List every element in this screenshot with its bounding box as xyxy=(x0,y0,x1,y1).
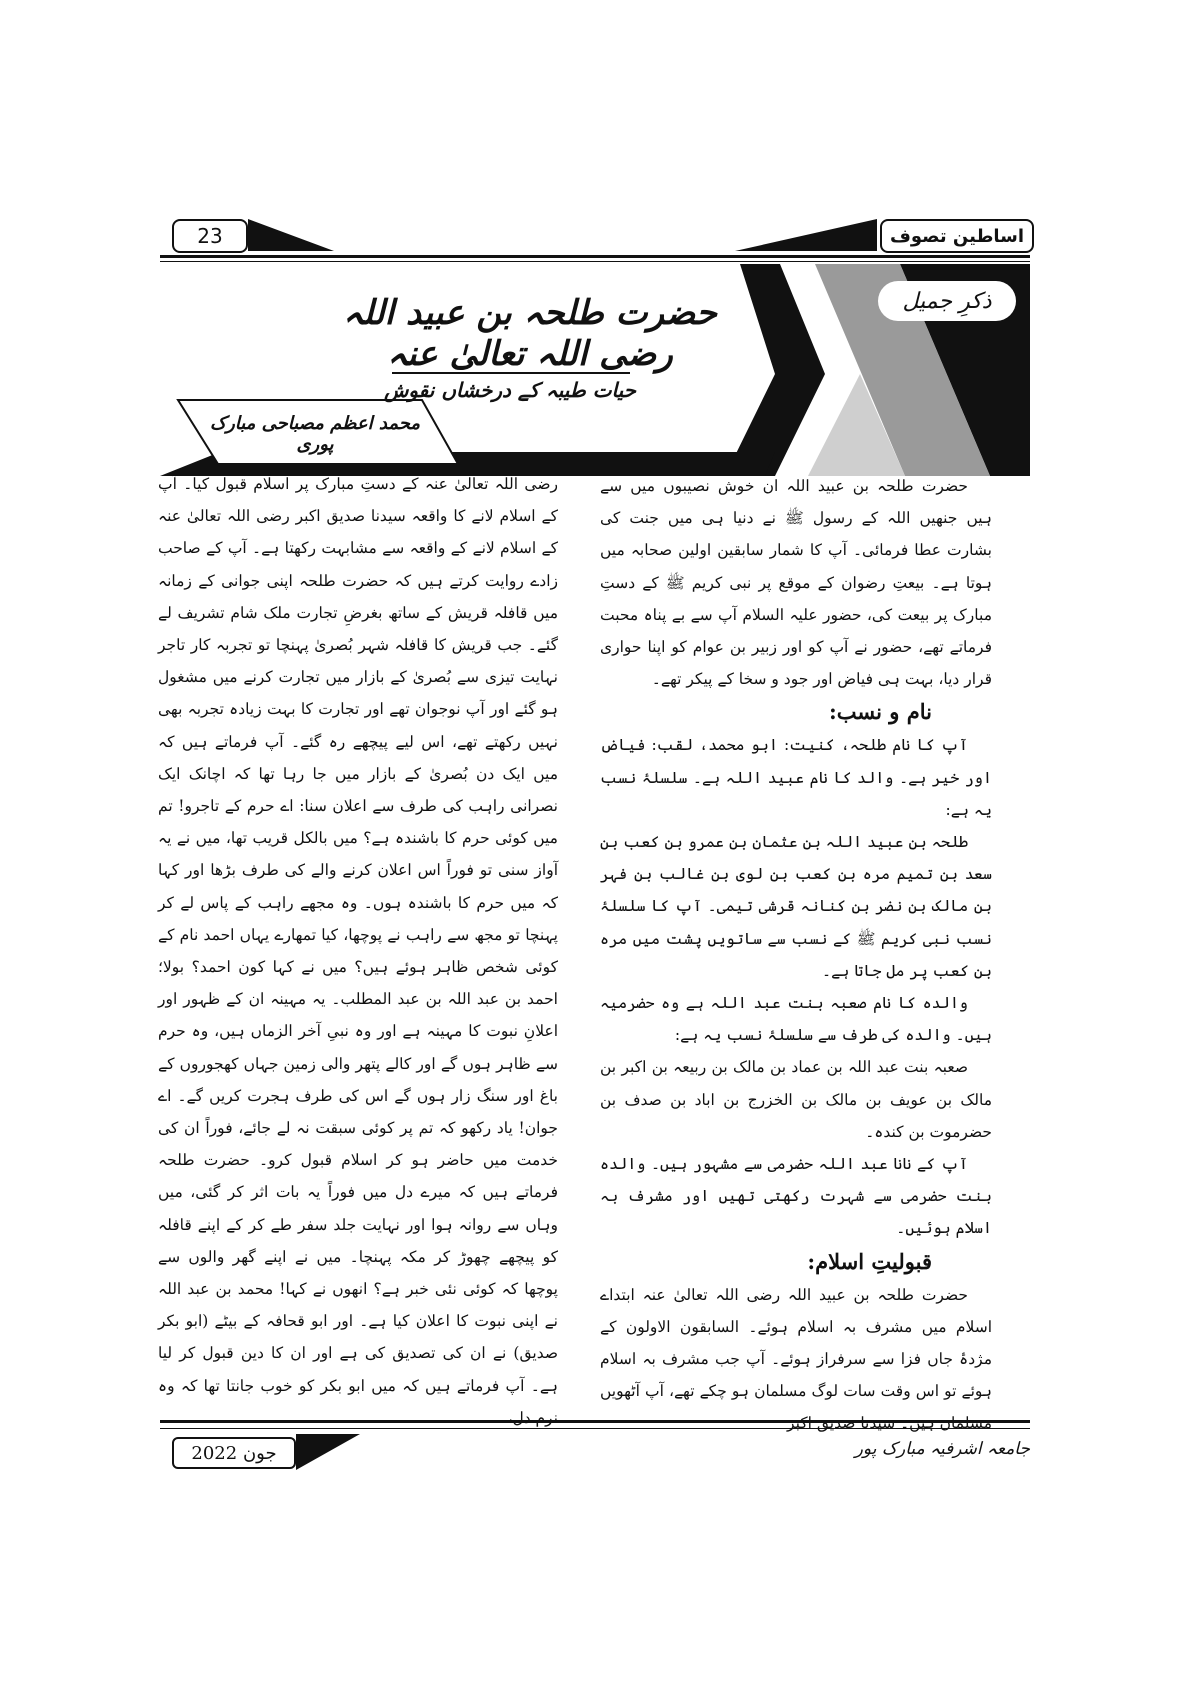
right-column xyxy=(600,470,992,1440)
footer-wedge xyxy=(296,1434,360,1470)
heading-name-lineage: نام و نسب: xyxy=(829,699,932,725)
author-name: محمد اعظم مصباحی مبارک پوری xyxy=(209,413,421,455)
header-rule-thin xyxy=(160,261,1030,262)
mother-paragraph-3: آپ کے نانا عبد اللہ حضرمی سے مشہور ہیں۔ والدہ بنت حضرمی سے شہرت رکھتی تھیں اور مشرف بہ اسلام ہوئیں۔ xyxy=(600,1155,992,1238)
header-rule-thick xyxy=(160,255,1030,258)
title-underline xyxy=(392,372,630,374)
page-number: 23 xyxy=(172,219,248,253)
lineage-paragraph-2: طلحہ بن عبید اللہ بن عثمان بن عمرو بن کعب بن سعد بن تمیم مرہ بن کعب بن لوی بن غالب بن فہر بن مالک بن نضر بن کنانہ قرشی تیمی۔ آپ کا سلسلۂ نسب نبی کریم ﷺ کے نسب سے ساتویں پشت میں مرہ بن کعب پر مل جاتا ہے۔ xyxy=(600,833,992,980)
mother-paragraph-2: صعبہ بنت عبد اللہ بن عماد بن مالک بن ربیعہ بن اکبر بن مالک بن عویف بن مالک بن الخزرج بن اباد بن صدف بن حضرموت بن کندہ۔ xyxy=(600,1058,992,1141)
header-left-wedge xyxy=(248,219,338,251)
footer-rule-thin xyxy=(160,1428,1030,1429)
header-right-wedge xyxy=(735,219,877,251)
footer-rule-thick xyxy=(160,1420,1030,1423)
left-column xyxy=(158,468,558,1434)
islam-paragraph-1: حضرت طلحہ بن عبید اللہ رضی اللہ تعالیٰ عنہ ابتداے اسلام میں مشرف بہ اسلام ہوئے۔ السابقون الاولون کے مژدۂ جاں فزا سے سرفراز ہوئے۔ آپ جب مشرف بہ اسلام ہوئے تو اس وقت سات لوگ مسلمان ہو چکے تھے، آپ آٹھویں مسلمان ہیں۔ سیدنا صدیق اکبر xyxy=(600,1285,992,1433)
intro-paragraph: حضرت طلحہ بن عبید اللہ ان خوش نصیبوں میں سے ہیں جنھیں اللہ کے رسول ﷺ نے دنیا ہی میں جنت کی بشارت عطا فرمائی۔ آپ کا شمار سابقین اولین صحابہ میں ہوتا ہے۔ بیعتِ رضوان کے موقع پر نبی کریم ﷺ کے دستِ مبارک پر بیعت کی، حضور علیہ السلام آپ سے بے پناہ محبت فرماتے تھے، حضور نے آپ کو اور زبیر بن عوام کو اپنا حواری قرار دیا، بہت ہی فیاض اور جود و سخا کے پیکر تھے۔ xyxy=(600,477,992,689)
publisher-name: جامعہ اشرفیہ مبارک پور xyxy=(854,1439,1030,1459)
magazine-name: اساطین تصوف xyxy=(880,219,1034,253)
continuation-paragraph: رضی اللہ تعالیٰ عنہ کے دستِ مبارک پر اسلام قبول کیا۔ آپ کے اسلام لانے کا واقعہ سیدنا صدیق اکبر رضی اللہ تعالیٰ عنہ کے اسلام لانے کے واقعہ سے مشابہت رکھتا ہے۔ آپ کے صاحب زادے روایت کرتے ہیں کہ حضرت طلحہ اپنی جوانی کے زمانہ میں قافلہ قریش کے ساتھ بغرضِ تجارت ملک شام تشریف لے گئے۔ جب قریش کا قافلہ شہر بُصریٰ پہنچا تو تجربہ کار تاجر نہایت تیزی سے بُصریٰ کے بازار میں تجارت کرنے میں مشغول ہو گئے اور آپ نوجوان تھے اور تجارت کا بہت زیادہ تجربہ بھی نہیں رکھتے تھے، اس لیے پیچھے رہ گئے۔ آپ فرماتے ہیں کہ میں ایک دن بُصریٰ کے بازار میں جا رہا تھا کہ اچانک ایک نصرانی راہب کی طرف سے اعلان سنا: اے حرم کے تاجرو! تم میں کوئی حرم کا باشندہ ہے؟ میں بالکل قریب تھا، میں نے یہ آواز سنی تو فوراً اس اعلان کرنے والے کی طرف بڑھا اور کہا کہ میں حرم کا باشندہ ہوں۔ وہ مجھے راہب کے پاس لے کر پہنچا تو مجھ سے راہب نے پوچھا، کیا تمھارے یہاں احمد نام کے کوئی شخص ظاہر ہوئے ہیں؟ میں نے کہا کون احمد؟ بولا؛ احمد بن عبد اللہ بن عبد المطلب۔ یہ مہینہ ان کے ظہور اور اعلانِ نبوت کا مہینہ ہے اور وہ نبیِ آخر الزماں ہیں، وہ حرم سے ظاہر ہوں گے اور کالے پتھر والی زمین جہاں کھجوروں کے باغ اور سنگ زار ہوں گے اس کی طرف ہجرت کریں گے۔ اے جوان! یاد رکھو کہ تم پر کوئی سبقت نہ لے جائے، فوراً ان کی خدمت میں حاضر ہو کر اسلام قبول کرو۔ حضرت طلحہ فرماتے ہیں کہ میرے دل میں فوراً یہ بات اثر کر گئی، میں وہاں سے روانہ ہوا اور نہایت جلد سفر طے کر کے اپنے قافلہ کو پیچھے چھوڑ کر مکہ پہنچا۔ میں نے اپنے گھر والوں سے پوچھا کہ کوئی نئی خبر ہے؟ انھوں نے کہا! محمد بن عبد اللہ نے اپنی نبوت کا اعلان کیا ہے۔ اور ابو قحافہ کے بیٹے (ابو بکر صدیق) نے ان کی تصدیق کی ہے اور ان کا دین قبول کر لیا ہے۔ آپ فرماتے ہیں کہ میں ابو بکر کو خوب جانتا تھا کہ وہ نرم دل، xyxy=(158,475,558,1427)
issue-date: جون 2022 xyxy=(172,1437,296,1469)
heading-accepting-islam: قبولیتِ اسلام: xyxy=(807,1248,932,1274)
mother-paragraph-1: والدہ کا نام صعبہ بنت عبد اللہ ہے وہ حضرمیہ ہیں۔ والدہ کی طرف سے سلسلۂ نسب یہ ہے: xyxy=(600,994,992,1045)
lineage-paragraph-1: آپ کا نام طلحہ، کنیت: ابو محمد، لقب: فیاض اور خیر ہے۔ والد کا نام عبید اللہ ہے۔ سلسلۂ نسب یہ ہے: xyxy=(600,736,992,819)
article-title: حضرت طلحہ بن عبید اللہ رضی اللہ تعالیٰ عنہ xyxy=(343,293,717,374)
section-label: ذکرِ جمیل xyxy=(878,281,1016,321)
article-subtitle: حیات طیبہ کے درخشاں نقوش xyxy=(383,378,637,402)
